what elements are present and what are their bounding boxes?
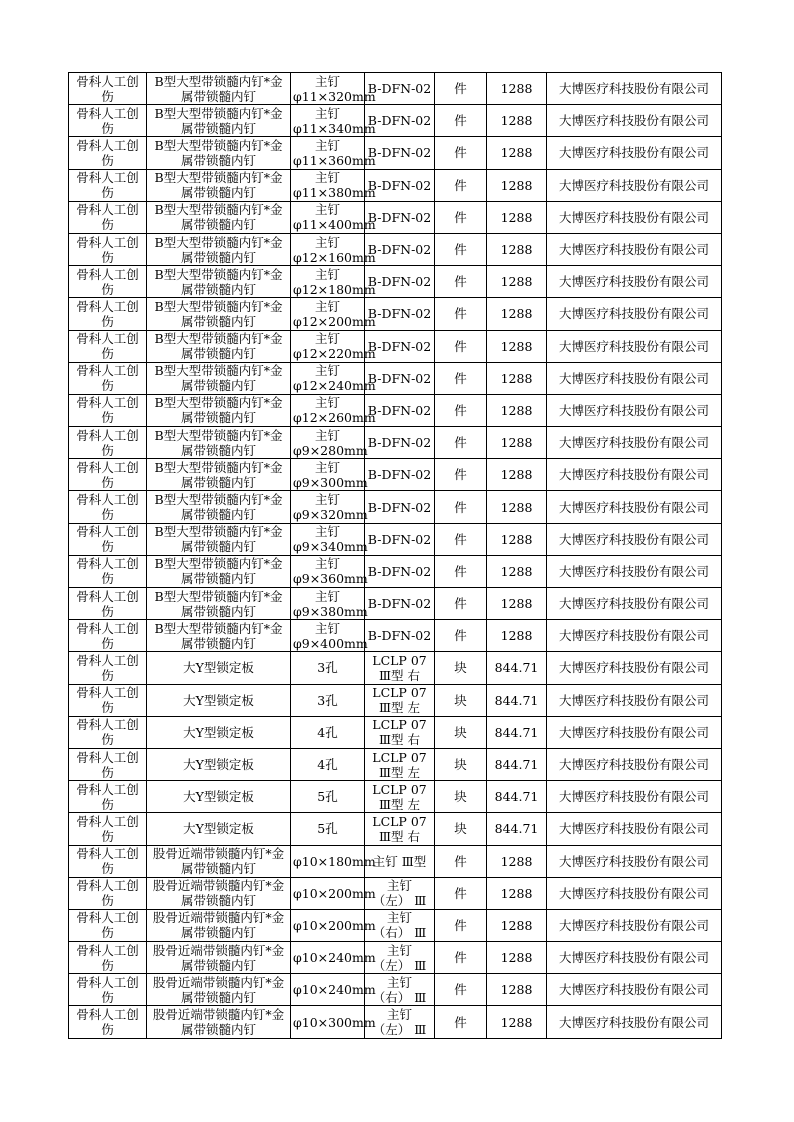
spec-cell: 主钉 φ9×380mm bbox=[291, 588, 365, 620]
price-table bbox=[68, 72, 722, 1039]
category-cell: 骨科人工创伤 bbox=[69, 942, 147, 974]
category-cell: 骨科人工创伤 bbox=[69, 588, 147, 620]
spec-cell: 4孔 bbox=[291, 716, 365, 748]
unit-cell: 块 bbox=[435, 813, 487, 845]
table-row bbox=[69, 942, 722, 974]
unit-cell: 件 bbox=[435, 201, 487, 233]
table-row bbox=[69, 877, 722, 909]
supplier-cell: 大博医疗科技股份有限公司 bbox=[547, 137, 722, 169]
spec-cell: 主钉 φ12×180mm bbox=[291, 266, 365, 298]
category-cell: 骨科人工创伤 bbox=[69, 105, 147, 137]
price-cell: 1288 bbox=[487, 330, 547, 362]
table-body bbox=[69, 73, 722, 1039]
price-cell: 1288 bbox=[487, 588, 547, 620]
unit-cell: 件 bbox=[435, 459, 487, 491]
supplier-cell: 大博医疗科技股份有限公司 bbox=[547, 652, 722, 684]
table-row bbox=[69, 620, 722, 652]
category-cell: 骨科人工创伤 bbox=[69, 748, 147, 780]
table-row bbox=[69, 652, 722, 684]
supplier-cell: 大博医疗科技股份有限公司 bbox=[547, 169, 722, 201]
spec-cell: φ10×200mm bbox=[291, 909, 365, 941]
table-row bbox=[69, 266, 722, 298]
price-cell: 1288 bbox=[487, 1006, 547, 1038]
product-name-cell: B型大型带锁髓内钉*金属带锁髓内钉 bbox=[147, 459, 291, 491]
product-name-cell: B型大型带锁髓内钉*金属带锁髓内钉 bbox=[147, 73, 291, 105]
product-name-cell: 股骨近端带锁髓内钉*金属带锁髓内钉 bbox=[147, 909, 291, 941]
supplier-cell: 大博医疗科技股份有限公司 bbox=[547, 523, 722, 555]
table-row bbox=[69, 523, 722, 555]
product-name-cell: B型大型带锁髓内钉*金属带锁髓内钉 bbox=[147, 137, 291, 169]
spec-cell: 主钉 φ9×300mm bbox=[291, 459, 365, 491]
unit-cell: 块 bbox=[435, 716, 487, 748]
price-cell: 1288 bbox=[487, 845, 547, 877]
supplier-cell: 大博医疗科技股份有限公司 bbox=[547, 813, 722, 845]
product-name-cell: 大Y型锁定板 bbox=[147, 652, 291, 684]
supplier-cell: 大博医疗科技股份有限公司 bbox=[547, 105, 722, 137]
table-row bbox=[69, 169, 722, 201]
table-row bbox=[69, 909, 722, 941]
unit-cell: 件 bbox=[435, 169, 487, 201]
table-row bbox=[69, 330, 722, 362]
unit-cell: 块 bbox=[435, 748, 487, 780]
supplier-cell: 大博医疗科技股份有限公司 bbox=[547, 781, 722, 813]
product-name-cell: 股骨近端带锁髓内钉*金属带锁髓内钉 bbox=[147, 845, 291, 877]
unit-cell: 件 bbox=[435, 427, 487, 459]
product-name-cell: B型大型带锁髓内钉*金属带锁髓内钉 bbox=[147, 620, 291, 652]
product-name-cell: B型大型带锁髓内钉*金属带锁髓内钉 bbox=[147, 201, 291, 233]
category-cell: 骨科人工创伤 bbox=[69, 684, 147, 716]
category-cell: 骨科人工创伤 bbox=[69, 233, 147, 265]
model-cell: LCLP 07 Ⅲ型 右 bbox=[365, 716, 435, 748]
price-cell: 1288 bbox=[487, 555, 547, 587]
model-cell: LCLP 07 Ⅲ型 右 bbox=[365, 652, 435, 684]
table-row bbox=[69, 1006, 722, 1038]
supplier-cell: 大博医疗科技股份有限公司 bbox=[547, 748, 722, 780]
unit-cell: 块 bbox=[435, 652, 487, 684]
supplier-cell: 大博医疗科技股份有限公司 bbox=[547, 201, 722, 233]
product-name-cell: B型大型带锁髓内钉*金属带锁髓内钉 bbox=[147, 266, 291, 298]
unit-cell: 件 bbox=[435, 523, 487, 555]
unit-cell: 件 bbox=[435, 555, 487, 587]
model-cell: 主钉 （右） Ⅲ bbox=[365, 974, 435, 1006]
product-name-cell: B型大型带锁髓内钉*金属带锁髓内钉 bbox=[147, 588, 291, 620]
category-cell: 骨科人工创伤 bbox=[69, 555, 147, 587]
table-row bbox=[69, 491, 722, 523]
category-cell: 骨科人工创伤 bbox=[69, 394, 147, 426]
model-cell: 主钉 （左） Ⅲ bbox=[365, 1006, 435, 1038]
price-cell: 1288 bbox=[487, 974, 547, 1006]
spec-cell: 3孔 bbox=[291, 652, 365, 684]
unit-cell: 块 bbox=[435, 781, 487, 813]
supplier-cell: 大博医疗科技股份有限公司 bbox=[547, 266, 722, 298]
model-cell: B-DFN-02 bbox=[365, 459, 435, 491]
price-cell: 844.71 bbox=[487, 748, 547, 780]
spec-cell: 主钉 φ9×320mm bbox=[291, 491, 365, 523]
category-cell: 骨科人工创伤 bbox=[69, 73, 147, 105]
unit-cell: 件 bbox=[435, 105, 487, 137]
unit-cell: 件 bbox=[435, 362, 487, 394]
model-cell: B-DFN-02 bbox=[365, 394, 435, 426]
model-cell: B-DFN-02 bbox=[365, 169, 435, 201]
category-cell: 骨科人工创伤 bbox=[69, 266, 147, 298]
table-row bbox=[69, 588, 722, 620]
table-row bbox=[69, 105, 722, 137]
spec-cell: 主钉 φ11×320mm bbox=[291, 73, 365, 105]
product-name-cell: B型大型带锁髓内钉*金属带锁髓内钉 bbox=[147, 491, 291, 523]
product-name-cell: B型大型带锁髓内钉*金属带锁髓内钉 bbox=[147, 362, 291, 394]
unit-cell: 件 bbox=[435, 73, 487, 105]
spec-cell: 主钉 φ12×200mm bbox=[291, 298, 365, 330]
spec-cell: 5孔 bbox=[291, 781, 365, 813]
category-cell: 骨科人工创伤 bbox=[69, 1006, 147, 1038]
supplier-cell: 大博医疗科技股份有限公司 bbox=[547, 877, 722, 909]
unit-cell: 件 bbox=[435, 845, 487, 877]
price-cell: 1288 bbox=[487, 909, 547, 941]
model-cell: B-DFN-02 bbox=[365, 298, 435, 330]
category-cell: 骨科人工创伤 bbox=[69, 427, 147, 459]
unit-cell: 件 bbox=[435, 942, 487, 974]
category-cell: 骨科人工创伤 bbox=[69, 716, 147, 748]
spec-cell: 主钉 φ11×360mm bbox=[291, 137, 365, 169]
supplier-cell: 大博医疗科技股份有限公司 bbox=[547, 909, 722, 941]
price-cell: 1288 bbox=[487, 73, 547, 105]
table-row bbox=[69, 298, 722, 330]
spec-cell: 主钉 φ9×400mm bbox=[291, 620, 365, 652]
category-cell: 骨科人工创伤 bbox=[69, 201, 147, 233]
product-name-cell: B型大型带锁髓内钉*金属带锁髓内钉 bbox=[147, 523, 291, 555]
supplier-cell: 大博医疗科技股份有限公司 bbox=[547, 427, 722, 459]
unit-cell: 件 bbox=[435, 620, 487, 652]
spec-cell: 主钉 φ11×380mm bbox=[291, 169, 365, 201]
spec-cell: 主钉 φ12×260mm bbox=[291, 394, 365, 426]
product-name-cell: 大Y型锁定板 bbox=[147, 684, 291, 716]
table-row bbox=[69, 555, 722, 587]
price-cell: 1288 bbox=[487, 233, 547, 265]
product-name-cell: 股骨近端带锁髓内钉*金属带锁髓内钉 bbox=[147, 974, 291, 1006]
table-row bbox=[69, 716, 722, 748]
table-row bbox=[69, 748, 722, 780]
supplier-cell: 大博医疗科技股份有限公司 bbox=[547, 394, 722, 426]
price-cell: 844.71 bbox=[487, 652, 547, 684]
product-name-cell: B型大型带锁髓内钉*金属带锁髓内钉 bbox=[147, 233, 291, 265]
product-name-cell: 大Y型锁定板 bbox=[147, 781, 291, 813]
table-row bbox=[69, 974, 722, 1006]
spec-cell: 5孔 bbox=[291, 813, 365, 845]
supplier-cell: 大博医疗科技股份有限公司 bbox=[547, 845, 722, 877]
supplier-cell: 大博医疗科技股份有限公司 bbox=[547, 233, 722, 265]
spec-cell: 主钉 φ11×400mm bbox=[291, 201, 365, 233]
table-row bbox=[69, 201, 722, 233]
price-cell: 1288 bbox=[487, 459, 547, 491]
category-cell: 骨科人工创伤 bbox=[69, 620, 147, 652]
table-row bbox=[69, 233, 722, 265]
unit-cell: 件 bbox=[435, 588, 487, 620]
unit-cell: 件 bbox=[435, 298, 487, 330]
model-cell: 主钉 Ⅲ型 bbox=[365, 845, 435, 877]
spec-cell: 主钉 φ11×340mm bbox=[291, 105, 365, 137]
table-row bbox=[69, 73, 722, 105]
supplier-cell: 大博医疗科技股份有限公司 bbox=[547, 330, 722, 362]
price-cell: 1288 bbox=[487, 523, 547, 555]
model-cell: B-DFN-02 bbox=[365, 330, 435, 362]
price-cell: 1288 bbox=[487, 942, 547, 974]
price-cell: 844.71 bbox=[487, 781, 547, 813]
model-cell: LCLP 07 Ⅲ型 右 bbox=[365, 813, 435, 845]
model-cell: B-DFN-02 bbox=[365, 105, 435, 137]
category-cell: 骨科人工创伤 bbox=[69, 909, 147, 941]
category-cell: 骨科人工创伤 bbox=[69, 137, 147, 169]
price-cell: 1288 bbox=[487, 877, 547, 909]
table-row bbox=[69, 427, 722, 459]
model-cell: 主钉 （左） Ⅲ bbox=[365, 942, 435, 974]
spec-cell: 4孔 bbox=[291, 748, 365, 780]
model-cell: B-DFN-02 bbox=[365, 620, 435, 652]
unit-cell: 件 bbox=[435, 1006, 487, 1038]
model-cell: B-DFN-02 bbox=[365, 266, 435, 298]
price-cell: 844.71 bbox=[487, 813, 547, 845]
price-cell: 1288 bbox=[487, 394, 547, 426]
supplier-cell: 大博医疗科技股份有限公司 bbox=[547, 459, 722, 491]
spec-cell: 主钉 φ12×160mm bbox=[291, 233, 365, 265]
spec-cell: 主钉 φ9×360mm bbox=[291, 555, 365, 587]
category-cell: 骨科人工创伤 bbox=[69, 362, 147, 394]
price-cell: 1288 bbox=[487, 362, 547, 394]
product-name-cell: B型大型带锁髓内钉*金属带锁髓内钉 bbox=[147, 330, 291, 362]
category-cell: 骨科人工创伤 bbox=[69, 877, 147, 909]
supplier-cell: 大博医疗科技股份有限公司 bbox=[547, 362, 722, 394]
model-cell: LCLP 07 Ⅲ型 左 bbox=[365, 748, 435, 780]
price-cell: 1288 bbox=[487, 427, 547, 459]
unit-cell: 件 bbox=[435, 877, 487, 909]
category-cell: 骨科人工创伤 bbox=[69, 813, 147, 845]
spec-cell: 主钉 φ9×280mm bbox=[291, 427, 365, 459]
category-cell: 骨科人工创伤 bbox=[69, 298, 147, 330]
price-cell: 1288 bbox=[487, 491, 547, 523]
price-cell: 1288 bbox=[487, 105, 547, 137]
model-cell: B-DFN-02 bbox=[365, 491, 435, 523]
unit-cell: 件 bbox=[435, 394, 487, 426]
unit-cell: 件 bbox=[435, 491, 487, 523]
model-cell: B-DFN-02 bbox=[365, 523, 435, 555]
unit-cell: 件 bbox=[435, 266, 487, 298]
table-row bbox=[69, 845, 722, 877]
price-cell: 844.71 bbox=[487, 684, 547, 716]
product-name-cell: 股骨近端带锁髓内钉*金属带锁髓内钉 bbox=[147, 1006, 291, 1038]
category-cell: 骨科人工创伤 bbox=[69, 523, 147, 555]
model-cell: B-DFN-02 bbox=[365, 427, 435, 459]
product-name-cell: 大Y型锁定板 bbox=[147, 813, 291, 845]
unit-cell: 件 bbox=[435, 974, 487, 1006]
table-row bbox=[69, 813, 722, 845]
model-cell: 主钉 （右） Ⅲ bbox=[365, 909, 435, 941]
category-cell: 骨科人工创伤 bbox=[69, 652, 147, 684]
supplier-cell: 大博医疗科技股份有限公司 bbox=[547, 974, 722, 1006]
unit-cell: 件 bbox=[435, 137, 487, 169]
spec-cell: 3孔 bbox=[291, 684, 365, 716]
category-cell: 骨科人工创伤 bbox=[69, 491, 147, 523]
spec-cell: φ10×180mm bbox=[291, 845, 365, 877]
price-cell: 1288 bbox=[487, 137, 547, 169]
product-name-cell: 股骨近端带锁髓内钉*金属带锁髓内钉 bbox=[147, 877, 291, 909]
table-row bbox=[69, 362, 722, 394]
unit-cell: 件 bbox=[435, 233, 487, 265]
supplier-cell: 大博医疗科技股份有限公司 bbox=[547, 491, 722, 523]
price-cell: 1288 bbox=[487, 201, 547, 233]
category-cell: 骨科人工创伤 bbox=[69, 459, 147, 491]
product-name-cell: B型大型带锁髓内钉*金属带锁髓内钉 bbox=[147, 169, 291, 201]
product-name-cell: B型大型带锁髓内钉*金属带锁髓内钉 bbox=[147, 105, 291, 137]
model-cell: LCLP 07 Ⅲ型 左 bbox=[365, 684, 435, 716]
category-cell: 骨科人工创伤 bbox=[69, 781, 147, 813]
price-cell: 844.71 bbox=[487, 716, 547, 748]
supplier-cell: 大博医疗科技股份有限公司 bbox=[547, 298, 722, 330]
spec-cell: 主钉 φ12×240mm bbox=[291, 362, 365, 394]
model-cell: B-DFN-02 bbox=[365, 201, 435, 233]
category-cell: 骨科人工创伤 bbox=[69, 169, 147, 201]
price-cell: 1288 bbox=[487, 266, 547, 298]
category-cell: 骨科人工创伤 bbox=[69, 974, 147, 1006]
model-cell: B-DFN-02 bbox=[365, 137, 435, 169]
product-name-cell: B型大型带锁髓内钉*金属带锁髓内钉 bbox=[147, 427, 291, 459]
model-cell: B-DFN-02 bbox=[365, 233, 435, 265]
unit-cell: 件 bbox=[435, 909, 487, 941]
price-cell: 1288 bbox=[487, 298, 547, 330]
table-row bbox=[69, 137, 722, 169]
product-name-cell: 股骨近端带锁髓内钉*金属带锁髓内钉 bbox=[147, 942, 291, 974]
price-cell: 1288 bbox=[487, 169, 547, 201]
product-name-cell: 大Y型锁定板 bbox=[147, 748, 291, 780]
supplier-cell: 大博医疗科技股份有限公司 bbox=[547, 73, 722, 105]
supplier-cell: 大博医疗科技股份有限公司 bbox=[547, 588, 722, 620]
spec-cell: φ10×240mm bbox=[291, 942, 365, 974]
table-row bbox=[69, 684, 722, 716]
spec-cell: φ10×240mm bbox=[291, 974, 365, 1006]
table-row bbox=[69, 459, 722, 491]
spec-cell: φ10×300mm bbox=[291, 1006, 365, 1038]
unit-cell: 件 bbox=[435, 330, 487, 362]
model-cell: 主钉 （左） Ⅲ bbox=[365, 877, 435, 909]
model-cell: LCLP 07 Ⅲ型 左 bbox=[365, 781, 435, 813]
price-cell: 1288 bbox=[487, 620, 547, 652]
supplier-cell: 大博医疗科技股份有限公司 bbox=[547, 684, 722, 716]
product-name-cell: B型大型带锁髓内钉*金属带锁髓内钉 bbox=[147, 298, 291, 330]
table-row bbox=[69, 394, 722, 426]
model-cell: B-DFN-02 bbox=[365, 73, 435, 105]
category-cell: 骨科人工创伤 bbox=[69, 330, 147, 362]
supplier-cell: 大博医疗科技股份有限公司 bbox=[547, 620, 722, 652]
supplier-cell: 大博医疗科技股份有限公司 bbox=[547, 1006, 722, 1038]
supplier-cell: 大博医疗科技股份有限公司 bbox=[547, 716, 722, 748]
model-cell: B-DFN-02 bbox=[365, 362, 435, 394]
category-cell: 骨科人工创伤 bbox=[69, 845, 147, 877]
spec-cell: φ10×200mm bbox=[291, 877, 365, 909]
product-name-cell: B型大型带锁髓内钉*金属带锁髓内钉 bbox=[147, 555, 291, 587]
model-cell: B-DFN-02 bbox=[365, 555, 435, 587]
supplier-cell: 大博医疗科技股份有限公司 bbox=[547, 942, 722, 974]
spec-cell: 主钉 φ12×220mm bbox=[291, 330, 365, 362]
product-name-cell: B型大型带锁髓内钉*金属带锁髓内钉 bbox=[147, 394, 291, 426]
supplier-cell: 大博医疗科技股份有限公司 bbox=[547, 555, 722, 587]
model-cell: B-DFN-02 bbox=[365, 588, 435, 620]
unit-cell: 块 bbox=[435, 684, 487, 716]
product-name-cell: 大Y型锁定板 bbox=[147, 716, 291, 748]
spec-cell: 主钉 φ9×340mm bbox=[291, 523, 365, 555]
table-row bbox=[69, 781, 722, 813]
